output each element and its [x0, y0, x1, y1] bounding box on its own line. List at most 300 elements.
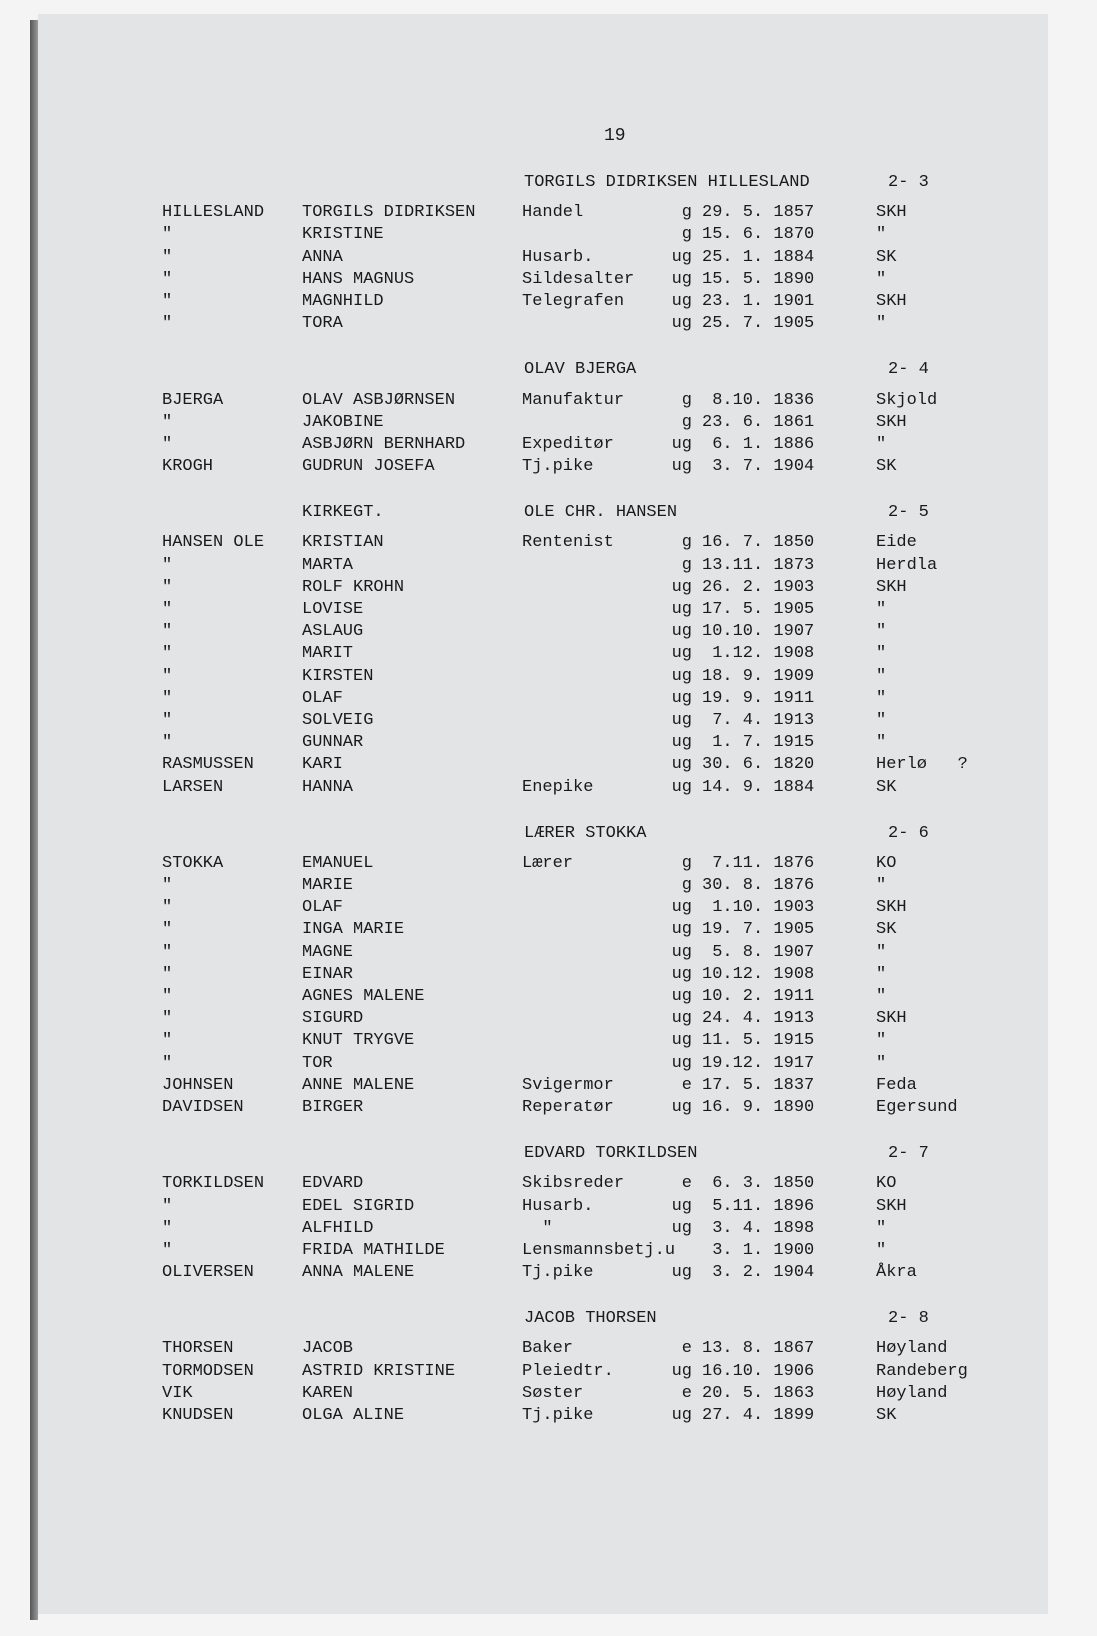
given-name: ANNA — [302, 247, 343, 267]
occupation: Lærer — [522, 853, 574, 873]
marital-status: ug — [671, 777, 692, 797]
birth-date: 13. 8. 1867 — [702, 1339, 815, 1359]
marital-status: ug — [671, 942, 692, 962]
birth-date: 13.11. 1873 — [702, 555, 815, 575]
birthplace: " — [876, 622, 887, 642]
birthplace: SKH — [876, 1196, 907, 1216]
birthplace: SK — [876, 247, 897, 267]
surname: HANSEN OLE — [162, 533, 265, 553]
surname: " — [162, 434, 173, 454]
section-code: 2- 4 — [888, 360, 929, 380]
person-row — [162, 269, 1042, 291]
birth-date: 10.10. 1907 — [702, 622, 815, 642]
birth-date: 10. 2. 1911 — [702, 987, 815, 1006]
surname: HILLESLAND — [162, 203, 265, 223]
marital-status: ug — [671, 644, 692, 664]
person-row — [162, 732, 1042, 754]
surname: " — [162, 577, 173, 597]
birthplace: " — [876, 1218, 887, 1238]
person-row — [162, 577, 1042, 599]
birth-date: 25. 7. 1905 — [702, 314, 815, 334]
person-row — [162, 710, 1042, 732]
occupation: Tj.pike — [522, 1263, 594, 1283]
person-row — [162, 1361, 1042, 1383]
given-name: LOVISE — [302, 600, 364, 619]
marital-status: ug — [671, 710, 692, 730]
household-section — [162, 1143, 1042, 1284]
person-row — [162, 1053, 1042, 1075]
birthplace: SKH — [876, 291, 907, 311]
given-name: JAKOBINE — [302, 412, 384, 432]
birth-date: 11. 5. 1915 — [702, 1031, 815, 1051]
surname: VIK — [162, 1383, 193, 1403]
birthplace: " — [876, 666, 887, 686]
surname: " — [162, 987, 173, 1006]
marital-status: ug — [671, 314, 692, 334]
section-title: EDVARD TORKILDSEN — [524, 1144, 698, 1164]
person-row — [162, 666, 1042, 688]
surname: KNUDSEN — [162, 1406, 234, 1425]
person-row — [162, 964, 1042, 986]
given-name: KARI — [302, 755, 343, 775]
occupation: Manufaktur — [522, 390, 625, 410]
person-row — [162, 986, 1042, 1008]
given-name: KIRSTEN — [302, 666, 374, 686]
birthplace: Høyland — [876, 1339, 948, 1359]
marital-status: ug — [671, 755, 692, 775]
occupation: Handel — [522, 203, 584, 223]
given-name: ASTRID KRISTINE — [302, 1361, 456, 1381]
person-row — [162, 599, 1042, 621]
person-row — [162, 643, 1042, 665]
section-title: TORGILS DIDRIKSEN HILLESLAND — [524, 173, 810, 192]
birthplace: SKH — [876, 577, 907, 597]
marital-status: ug — [671, 733, 692, 753]
marital-status: ug — [671, 1196, 692, 1216]
surname: JOHNSEN — [162, 1075, 234, 1095]
given-name: MAGNE — [302, 942, 354, 962]
person-row — [162, 1338, 1042, 1360]
page-number: 19 — [604, 126, 626, 146]
birthplace: " — [876, 600, 887, 619]
birthplace: " — [876, 710, 887, 730]
person-row — [162, 942, 1042, 964]
marital-status: ug — [671, 291, 692, 311]
given-name: KAREN — [302, 1383, 354, 1403]
surname: " — [162, 412, 173, 432]
section-header — [162, 1143, 1042, 1165]
birth-date: 23. 6. 1861 — [702, 412, 815, 432]
birth-date: 3. 2. 1904 — [702, 1263, 815, 1283]
surname: OLIVERSEN — [162, 1263, 254, 1283]
given-name: ANNA MALENE — [302, 1263, 415, 1283]
birthplace: " — [876, 1240, 887, 1260]
surname: " — [162, 600, 173, 619]
surname: STOKKA — [162, 853, 224, 873]
marital-status: g — [681, 390, 692, 410]
given-name: EDEL SIGRID — [302, 1196, 415, 1216]
given-name: ASLAUG — [302, 622, 364, 642]
given-name: MARTA — [302, 555, 354, 575]
person-row — [162, 754, 1042, 776]
household-section — [162, 823, 1042, 1119]
surname: " — [162, 1053, 173, 1073]
section-title: JACOB THORSEN — [524, 1309, 657, 1329]
given-name: OLGA ALINE — [302, 1406, 405, 1425]
surname: THORSEN — [162, 1339, 234, 1359]
given-name: ASBJØRN BERNHARD — [302, 434, 466, 454]
marital-status: g — [681, 412, 692, 432]
marital-status: ug — [671, 898, 692, 918]
marital-status: e — [681, 1339, 692, 1359]
birth-date: 3. 4. 1898 — [702, 1218, 815, 1238]
surname: " — [162, 269, 173, 289]
marital-status: ug — [671, 434, 692, 454]
given-name: OLAF — [302, 688, 343, 708]
given-name: INGA MARIE — [302, 920, 405, 940]
birthplace: Skjold — [876, 390, 938, 410]
birthplace: " — [876, 434, 887, 454]
occupation: Husarb. — [522, 1196, 594, 1216]
birth-date: 19. 9. 1911 — [702, 688, 815, 708]
given-name: TOR — [302, 1053, 333, 1073]
surname: " — [162, 1009, 173, 1029]
marital-status: ug — [671, 688, 692, 708]
surname: " — [162, 666, 173, 686]
section-header — [162, 172, 1042, 194]
marital-status: ug — [671, 1218, 692, 1238]
marital-status: ug — [671, 1361, 692, 1381]
birthplace: Åkra — [876, 1263, 917, 1283]
given-name: ALFHILD — [302, 1218, 374, 1238]
marital-status: ug — [671, 920, 692, 940]
birthplace: SK — [876, 1406, 897, 1425]
birth-date: 16. 7. 1850 — [702, 533, 815, 553]
birthplace: SKH — [876, 412, 907, 432]
birth-date: 16. 9. 1890 — [702, 1097, 815, 1117]
birthplace: Eide — [876, 533, 917, 553]
occupation: Svigermor — [522, 1075, 614, 1095]
given-name: MARIT — [302, 644, 354, 664]
given-name: TORA — [302, 314, 343, 334]
surname: " — [162, 942, 173, 962]
given-name: ROLF KROHN — [302, 577, 405, 597]
surname: " — [162, 710, 173, 730]
person-row — [162, 434, 1042, 456]
section-code: 2- 5 — [888, 503, 929, 523]
occupation: Enepike — [522, 777, 594, 797]
birth-date: 1.12. 1908 — [702, 644, 815, 664]
birth-date: 25. 1. 1884 — [702, 247, 815, 267]
birthplace: KO — [876, 1174, 897, 1194]
given-name: EMANUEL — [302, 853, 374, 873]
person-row — [162, 1008, 1042, 1030]
birth-date: 15. 5. 1890 — [702, 269, 815, 289]
occupation: Sildesalter — [522, 269, 635, 289]
given-name: OLAV ASBJØRNSEN — [302, 390, 456, 410]
surname: " — [162, 555, 173, 575]
person-row — [162, 390, 1042, 412]
birthplace: SK — [876, 777, 897, 797]
birth-date: 16.10. 1906 — [702, 1361, 815, 1381]
household-section — [162, 502, 1042, 798]
occupation: Husarb. — [522, 247, 594, 267]
given-name: MAGNHILD — [302, 291, 384, 311]
birth-date: 7. 4. 1913 — [702, 710, 815, 730]
person-row — [162, 1405, 1042, 1427]
section-title: OLE CHR. HANSEN — [524, 503, 678, 523]
section-code: 2- 7 — [888, 1144, 929, 1164]
section-title: LÆRER STOKKA — [524, 823, 647, 843]
birth-date: 19.12. 1917 — [702, 1053, 815, 1073]
occupation: Skibsreder — [522, 1174, 625, 1194]
occupation: Pleiedtr. — [522, 1361, 614, 1381]
surname: BJERGA — [162, 390, 224, 410]
household-section — [162, 1308, 1042, 1427]
marital-status: g — [681, 876, 692, 896]
marital-status: ug — [671, 1097, 692, 1117]
birth-date: 3. 1. 1900 — [702, 1240, 815, 1260]
marital-status: ug — [671, 622, 692, 642]
surname: DAVIDSEN — [162, 1097, 244, 1117]
section-title: OLAV BJERGA — [524, 360, 637, 380]
surname: TORKILDSEN — [162, 1174, 265, 1194]
marital-status: ug — [671, 1009, 692, 1029]
person-row — [162, 621, 1042, 643]
register-list — [162, 172, 1042, 1451]
marital-status: ug — [671, 1031, 692, 1051]
section-note: KIRKEGT. — [302, 503, 384, 523]
marital-status: e — [681, 1075, 692, 1095]
person-row — [162, 202, 1042, 224]
given-name: SOLVEIG — [302, 710, 374, 730]
section-header — [162, 1308, 1042, 1330]
section-header — [162, 502, 1042, 524]
person-row — [162, 1240, 1042, 1262]
given-name: EINAR — [302, 964, 354, 984]
person-row — [162, 1383, 1042, 1405]
occupation: Rentenist — [522, 533, 614, 553]
occupation: Baker — [522, 1339, 574, 1359]
marital-status: g — [681, 853, 692, 873]
given-name: EDVARD — [302, 1174, 364, 1194]
marital-status: ug — [671, 269, 692, 289]
given-name: BIRGER — [302, 1097, 364, 1117]
birth-date: 6. 3. 1850 — [702, 1174, 815, 1194]
birthplace: " — [876, 314, 887, 334]
birth-date: 3. 7. 1904 — [702, 457, 815, 477]
marital-status: g — [681, 225, 692, 245]
surname: " — [162, 876, 173, 896]
given-name: HANNA — [302, 777, 354, 797]
marital-status: e — [681, 1383, 692, 1403]
birth-date: 18. 9. 1909 — [702, 666, 815, 686]
surname: LARSEN — [162, 777, 224, 797]
given-name: FRIDA MATHILDE — [302, 1240, 445, 1260]
birth-date: 30. 6. 1820 — [702, 755, 815, 775]
person-row — [162, 919, 1042, 941]
birth-date: 17. 5. 1837 — [702, 1075, 815, 1095]
section-code: 2- 8 — [888, 1309, 929, 1329]
person-row — [162, 1196, 1042, 1218]
surname: KROGH — [162, 457, 214, 477]
birthplace: " — [876, 269, 887, 289]
birthplace: " — [876, 942, 887, 962]
birth-date: 8.10. 1836 — [702, 390, 815, 410]
person-row — [162, 853, 1042, 875]
birthplace: Høyland — [876, 1383, 948, 1403]
birth-date: 1. 7. 1915 — [702, 733, 815, 753]
occupation: Telegrafen — [522, 291, 625, 311]
person-row — [162, 247, 1042, 269]
marital-status: ug — [671, 666, 692, 686]
birth-date: 14. 9. 1884 — [702, 777, 815, 797]
birth-date: 26. 2. 1903 — [702, 577, 815, 597]
person-row — [162, 1218, 1042, 1240]
person-row — [162, 1097, 1042, 1119]
surname: " — [162, 1196, 173, 1216]
birth-date: 1.10. 1903 — [702, 898, 815, 918]
birthplace: " — [876, 1031, 887, 1051]
person-row — [162, 875, 1042, 897]
birth-date: 7.11. 1876 — [702, 853, 815, 873]
birthplace: SKH — [876, 1009, 907, 1029]
given-name: KNUT TRYGVE — [302, 1031, 415, 1051]
surname: " — [162, 314, 173, 334]
given-name: OLAF — [302, 898, 343, 918]
birth-date: 5. 8. 1907 — [702, 942, 815, 962]
scan-edge — [30, 20, 38, 1620]
birth-date: 30. 8. 1876 — [702, 876, 815, 896]
person-row — [162, 688, 1042, 710]
surname: " — [162, 1031, 173, 1051]
marital-status: g — [681, 533, 692, 553]
occupation: Expeditør — [522, 434, 614, 454]
birthplace: SKH — [876, 203, 907, 223]
given-name: ANNE MALENE — [302, 1075, 415, 1095]
given-name: TORGILS DIDRIKSEN — [302, 203, 476, 223]
surname: " — [162, 733, 173, 753]
surname: " — [162, 898, 173, 918]
surname: " — [162, 644, 173, 664]
household-section — [162, 359, 1042, 478]
person-row — [162, 1262, 1042, 1284]
person-row — [162, 456, 1042, 478]
occupation: Tj.pike — [522, 457, 594, 477]
birthplace: Feda — [876, 1075, 917, 1095]
birthplace: " — [876, 964, 887, 984]
person-row — [162, 532, 1042, 554]
occupation: Søster — [522, 1383, 584, 1403]
marital-status: ug — [671, 1053, 692, 1073]
marital-status: e — [681, 1174, 692, 1194]
birthplace: " — [876, 225, 887, 245]
birth-date: 5.11. 1896 — [702, 1196, 815, 1216]
surname: TORMODSEN — [162, 1361, 254, 1381]
marital-status: ug — [671, 600, 692, 619]
surname: " — [162, 688, 173, 708]
surname: " — [162, 920, 173, 940]
birthplace: Herdla — [876, 555, 938, 575]
given-name: JACOB — [302, 1339, 354, 1359]
person-row — [162, 555, 1042, 577]
surname: " — [162, 622, 173, 642]
surname: RASMUSSEN — [162, 755, 254, 775]
birth-date: 24. 4. 1913 — [702, 1009, 815, 1029]
surname: " — [162, 1218, 173, 1238]
birthplace: " — [876, 733, 887, 753]
section-header — [162, 359, 1042, 381]
birth-date: 23. 1. 1901 — [702, 291, 815, 311]
section-code: 2- 3 — [888, 173, 929, 192]
occupation: Reperatør — [522, 1097, 614, 1117]
person-row — [162, 313, 1042, 335]
surname: " — [162, 247, 173, 267]
birthplace: SKH — [876, 898, 907, 918]
marital-status: ug — [671, 1406, 692, 1425]
surname: " — [162, 964, 173, 984]
marital-status: ug — [671, 964, 692, 984]
birth-date: 20. 5. 1863 — [702, 1383, 815, 1403]
birthplace: " — [876, 688, 887, 708]
birthplace: " — [876, 876, 887, 896]
household-section — [162, 172, 1042, 335]
birth-date: 10.12. 1908 — [702, 964, 815, 984]
birth-date: 29. 5. 1857 — [702, 203, 815, 223]
birth-date: 19. 7. 1905 — [702, 920, 815, 940]
person-row — [162, 412, 1042, 434]
section-header — [162, 823, 1042, 845]
marital-status: ug — [671, 247, 692, 267]
person-row — [162, 291, 1042, 313]
person-row — [162, 897, 1042, 919]
given-name: SIGURD — [302, 1009, 364, 1029]
birthplace: " — [876, 987, 887, 1006]
occupation: Tj.pike — [522, 1406, 594, 1425]
marital-status: g — [681, 555, 692, 575]
birthplace: SK — [876, 457, 897, 477]
marital-status: ug — [671, 987, 692, 1006]
person-row — [162, 1173, 1042, 1195]
person-row — [162, 1075, 1042, 1097]
birthplace: Herlø ? — [876, 755, 968, 775]
birth-date: 17. 5. 1905 — [702, 600, 815, 619]
birth-date: 15. 6. 1870 — [702, 225, 815, 245]
given-name: AGNES MALENE — [302, 987, 425, 1006]
given-name: GUNNAR — [302, 733, 364, 753]
given-name: MARIE — [302, 876, 354, 896]
surname: " — [162, 1240, 173, 1260]
birthplace: Randeberg — [876, 1361, 968, 1381]
given-name: KRISTIAN — [302, 533, 384, 553]
surname: " — [162, 291, 173, 311]
birthplace: " — [876, 1053, 887, 1073]
birth-date: 27. 4. 1899 — [702, 1406, 815, 1425]
birthplace: SK — [876, 920, 897, 940]
occupation: " — [522, 1218, 553, 1238]
section-code: 2- 6 — [888, 823, 929, 843]
surname: " — [162, 225, 173, 245]
marital-status: ug — [671, 1263, 692, 1283]
birthplace: KO — [876, 853, 897, 873]
marital-status: ug — [671, 457, 692, 477]
birthplace: Egersund — [876, 1097, 958, 1117]
given-name: KRISTINE — [302, 225, 384, 245]
given-name: HANS MAGNUS — [302, 269, 415, 289]
person-row — [162, 777, 1042, 799]
birthplace: " — [876, 644, 887, 664]
occupation: Lensmannsbetj.u — [522, 1240, 676, 1260]
